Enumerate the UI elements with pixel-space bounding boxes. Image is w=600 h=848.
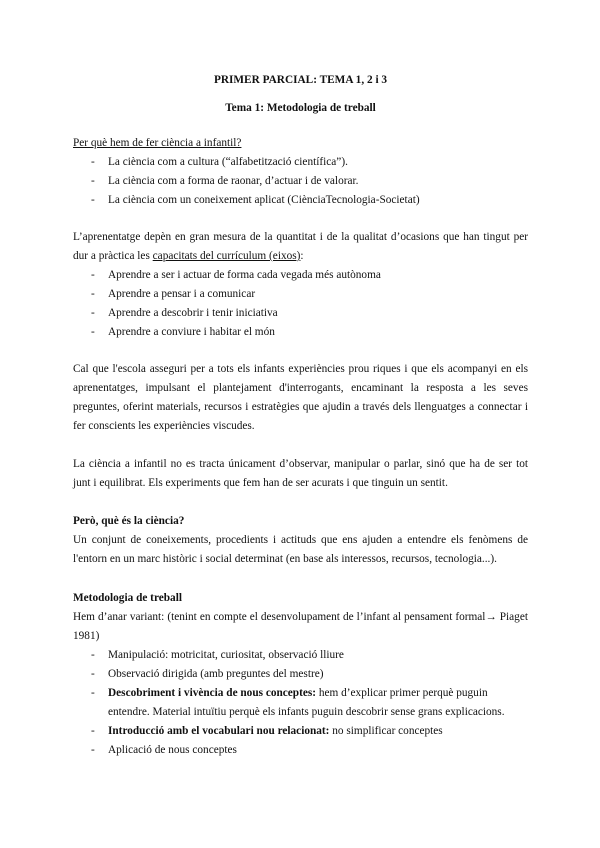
dash: -: [91, 649, 95, 661]
paragraph-science-infant: La ciència a infantil no es tracta únicament d’observar, manipular o parlar, sinó que ha de ser tot junt i equilibrat. Els experiments que fem han de ser acurats i que tinguin un sentit.: [73, 458, 528, 489]
section-capacities: [73, 228, 528, 342]
list-item-text: Aprendre a pensar i a comunicar: [108, 288, 256, 300]
list-item: [73, 646, 528, 665]
list-item: [73, 172, 528, 191]
dash: -: [91, 687, 95, 699]
list-item: [73, 323, 528, 342]
bullet-list: [73, 266, 528, 342]
list-item: [73, 741, 528, 760]
list-item: [73, 266, 528, 285]
section-heading: Metodologia de treball: [73, 592, 182, 604]
list-item: [73, 153, 528, 172]
dash: -: [91, 307, 95, 319]
paragraph-school: Cal que l'escola asseguri per a tots els infants experiències prou riques i que els acompanyi en els aprenentatges, impulsant el plantejament d'interrogants, encaminant la resposta a les seves preguntes, oferint materials, recursos i estratègies que ajudin a través dels llenguatges a connectar i fer conscients les experiències viscudes.: [73, 363, 528, 432]
bullet-list: [73, 153, 528, 210]
section-why-science: [73, 134, 528, 210]
dash: -: [91, 668, 95, 680]
underlined-term: capacitats del currículum (eixos): [152, 250, 301, 262]
dash: -: [91, 326, 95, 338]
list-item: [73, 191, 528, 210]
list-item: [73, 684, 528, 722]
list-item-text: Aprendre a ser i actuar de forma cada vegada més autònoma: [108, 269, 381, 281]
paragraph: Un conjunt de coneixements, procedients i actituds que ens ajuden a entendre els fenòmens de l'entorn en un marc històric i social determinat (en base als interessos, recursos, tecnologia...).: [73, 534, 528, 565]
bullet-list: [73, 646, 528, 760]
paragraph-text: L’aprenentatge depèn en gran mesura de la quantitat i de la qualitat d’ocasions que han tingut per dur a pràctica les: [73, 231, 528, 262]
list-item: [73, 285, 528, 304]
dash: -: [91, 744, 95, 756]
dash: -: [91, 156, 95, 168]
dash: -: [91, 725, 95, 737]
list-item-text: Manipulació: motricitat, curiositat, observació lliure: [108, 649, 344, 661]
section-heading: Però, què és la ciència?: [73, 515, 185, 527]
list-item-text: La ciència com un coneixement aplicat (CiènciaTecnologia-Societat): [108, 194, 420, 206]
section-what-is-science: [73, 512, 528, 569]
list-item-text: Aprendre a descobrir i tenir iniciativa: [108, 307, 278, 319]
list-item: [73, 722, 528, 741]
colon: :: [300, 250, 304, 262]
list-item-text: Aprendre a conviure i habitar el món: [108, 326, 275, 338]
list-item-text: no simplificar conceptes: [329, 725, 443, 737]
dash: -: [91, 194, 95, 206]
dash: -: [91, 269, 95, 281]
list-item: [73, 304, 528, 323]
section-heading: Per què hem de fer ciència a infantil?: [73, 137, 242, 149]
paragraph: [73, 228, 528, 266]
dash: -: [91, 288, 95, 300]
document-title: PRIMER PARCIAL: TEMA 1, 2 i 3: [213, 74, 388, 86]
list-item-bold: Descobriment i vivència de nous conceptes:: [108, 687, 317, 699]
list-item: [73, 665, 528, 684]
list-item-text: hem d’explicar primer perquè puguin entendre. Material intuïtiu perquè els infants puguin descobrir sense grans explicacions.: [108, 687, 505, 718]
section-methodology: [73, 589, 528, 760]
dash: -: [91, 175, 95, 187]
list-item-bold: Introducció amb el vocabulari nou relacionat:: [108, 725, 330, 737]
list-item-text: Observació dirigida (amb preguntes del mestre): [108, 668, 324, 680]
paragraph: Hem d’anar variant: (tenint en compte el desenvolupament de l’infant al pensament formal→ Piaget 1981): [73, 611, 528, 642]
list-item-text: La ciència com a cultura (“alfabetització científica”).: [108, 156, 348, 168]
list-item-text: Aplicació de nous conceptes: [108, 744, 237, 756]
list-item-text: La ciència com a forma de raonar, d’actuar i de valorar.: [108, 175, 359, 187]
document-subtitle: Tema 1: Metodologia de treball: [225, 102, 376, 114]
